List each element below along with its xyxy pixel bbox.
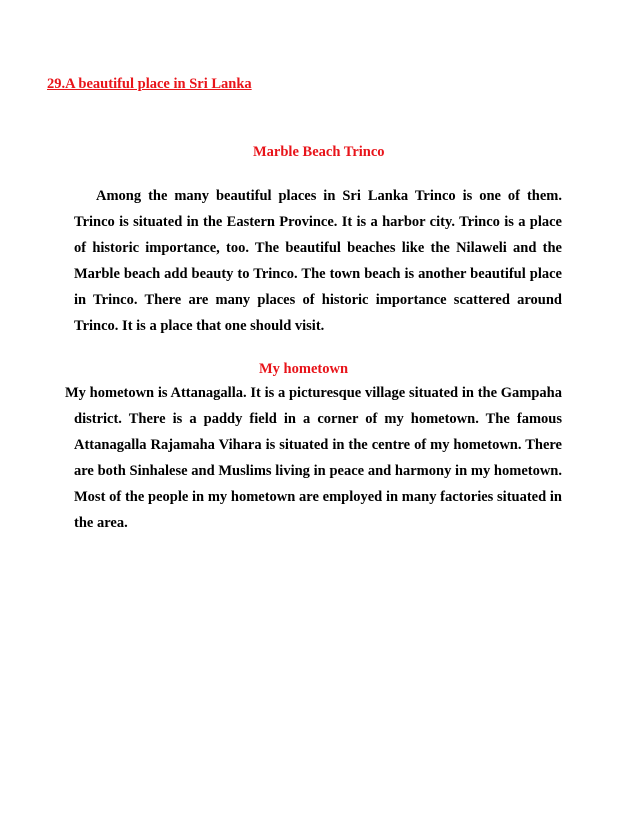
- section-body-marble-beach: Among the many beautiful places in Sri Lanka Trinco is one of them. Trinco is situated in the Eastern Province. It is a harbor city. Trinco is a place of historic importance, too. The beautiful beaches like the Nilaweli and the Marble beach add beauty to Trinco. The town beach is another beautiful place in Trinco. There are many places of historic importance scattered around Trinco. It is a place that one should visit.: [74, 188, 562, 335]
- section-heading-marble-beach: Marble Beach Trinco: [253, 144, 385, 160]
- document-title: 29.A beautiful place in Sri Lanka: [47, 76, 252, 92]
- section-heading-my-hometown: My hometown: [259, 361, 349, 377]
- section-body-my-hometown: My hometown is Attanagalla. It is a picturesque village situated in the Gampaha district. There is a paddy field in a corner of my hometown. The famous Attanagalla Rajamaha Vihara is situated in the centre of my hometown. There are both Sinhalese and Muslims living in peace and harmony in my hometown. Most of the people in my hometown are employed in many factories situated in the area.: [65, 385, 562, 532]
